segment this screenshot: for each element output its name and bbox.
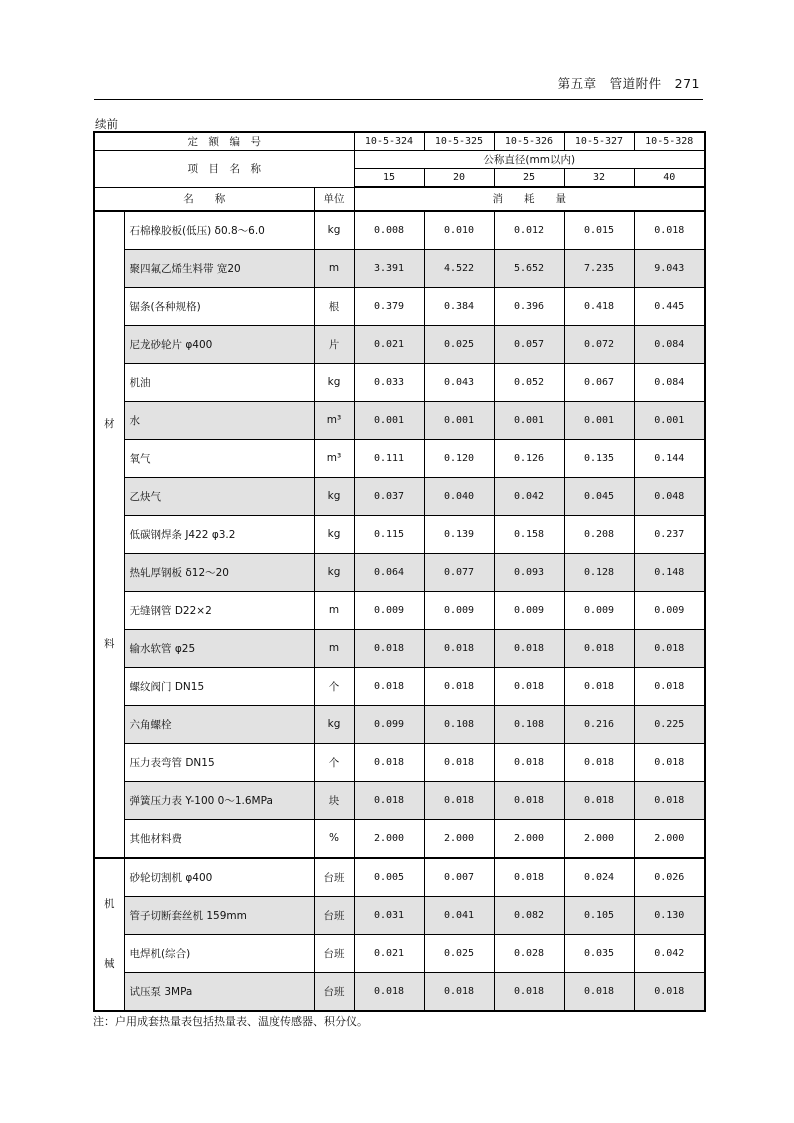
material-unit: 根	[314, 287, 354, 325]
material-value: 0.018	[634, 667, 705, 705]
material-value: 0.018	[494, 629, 564, 667]
material-value: 0.135	[564, 439, 634, 477]
diameter-cell: 25	[494, 169, 564, 188]
material-value: 0.084	[634, 363, 705, 401]
machinery-row	[94, 934, 705, 972]
material-value: 0.018	[424, 743, 494, 781]
material-value: 0.126	[494, 439, 564, 477]
material-category-label: 材	[104, 417, 115, 430]
material-value: 9.043	[634, 249, 705, 287]
item-name-row	[94, 151, 705, 169]
material-value: 0.084	[634, 325, 705, 363]
material-name: 低碳钢焊条 J422 φ3.2	[124, 515, 314, 553]
machinery-value: 0.018	[424, 972, 494, 1011]
machinery-unit: 台班	[314, 858, 354, 897]
material-value: 0.158	[494, 515, 564, 553]
material-value: 0.018	[424, 629, 494, 667]
material-value: 0.009	[424, 591, 494, 629]
material-value: 0.396	[494, 287, 564, 325]
material-unit: 个	[314, 743, 354, 781]
machinery-value: 0.028	[494, 934, 564, 972]
machinery-value: 0.035	[564, 934, 634, 972]
material-value: 0.225	[634, 705, 705, 743]
material-value: 0.001	[424, 401, 494, 439]
material-value: 0.018	[564, 781, 634, 819]
machinery-value: 0.005	[354, 858, 424, 897]
footnote: 注：户用成套热量表包括热量表、温度传感器、积分仪。	[93, 1015, 368, 1028]
machinery-category-label: 机	[104, 898, 115, 910]
material-value: 0.384	[424, 287, 494, 325]
unit-col-label: 单位	[314, 187, 354, 211]
material-name: 六角螺栓	[124, 705, 314, 743]
material-value: 0.025	[424, 325, 494, 363]
material-value: 0.048	[634, 477, 705, 515]
material-value: 0.018	[494, 781, 564, 819]
material-value: 0.012	[494, 211, 564, 250]
machinery-value: 0.025	[424, 934, 494, 972]
material-name: 乙炔气	[124, 477, 314, 515]
material-value: 0.018	[634, 211, 705, 250]
material-row	[94, 629, 705, 667]
material-unit: 片	[314, 325, 354, 363]
material-name: 无缝钢管 D22×2	[124, 591, 314, 629]
code-cell: 10-5-327	[564, 132, 634, 151]
material-unit: m³	[314, 439, 354, 477]
material-value: 0.045	[564, 477, 634, 515]
material-value: 0.015	[564, 211, 634, 250]
material-value: 0.077	[424, 553, 494, 591]
machinery-category-cell	[94, 858, 124, 1011]
diameter-label: 公称直径(mm以内)	[354, 151, 705, 169]
material-value: 0.099	[354, 705, 424, 743]
material-value: 0.018	[634, 629, 705, 667]
machinery-name: 管子切断套丝机 159mm	[124, 896, 314, 934]
material-name: 螺纹阀门 DN15	[124, 667, 314, 705]
material-value: 0.001	[494, 401, 564, 439]
material-name: 聚四氟乙烯生料带 宽20	[124, 249, 314, 287]
material-value: 0.010	[424, 211, 494, 250]
material-row	[94, 781, 705, 819]
material-value: 0.009	[634, 591, 705, 629]
material-unit: m	[314, 249, 354, 287]
machinery-value: 0.041	[424, 896, 494, 934]
diameter-cell: 20	[424, 169, 494, 188]
material-value: 2.000	[494, 819, 564, 858]
material-value: 0.001	[354, 401, 424, 439]
item-name-label: 项 目 名 称	[94, 151, 354, 188]
name-col-label: 名 称	[94, 187, 314, 211]
material-row	[94, 743, 705, 781]
material-name: 锯条(各种规格)	[124, 287, 314, 325]
machinery-value: 0.105	[564, 896, 634, 934]
material-row	[94, 591, 705, 629]
material-row	[94, 249, 705, 287]
machinery-value: 0.018	[494, 972, 564, 1011]
code-cell: 10-5-328	[634, 132, 705, 151]
material-value: 3.391	[354, 249, 424, 287]
material-unit: m	[314, 629, 354, 667]
material-value: 0.018	[634, 781, 705, 819]
quota-number-label: 定 额 编 号	[94, 132, 354, 151]
material-value: 0.009	[354, 591, 424, 629]
material-value: 0.008	[354, 211, 424, 250]
material-row	[94, 553, 705, 591]
consumption-label: 消 耗 量	[354, 187, 705, 211]
material-value: 0.111	[354, 439, 424, 477]
material-value: 0.033	[354, 363, 424, 401]
material-value: 0.144	[634, 439, 705, 477]
material-name: 弹簧压力表 Y-100 0～1.6MPa	[124, 781, 314, 819]
material-value: 2.000	[564, 819, 634, 858]
material-value: 0.018	[354, 629, 424, 667]
material-value: 0.093	[494, 553, 564, 591]
material-unit: kg	[314, 553, 354, 591]
material-name: 尼龙砂轮片 φ400	[124, 325, 314, 363]
material-value: 0.018	[634, 743, 705, 781]
material-value: 5.652	[494, 249, 564, 287]
code-cell: 10-5-324	[354, 132, 424, 151]
material-value: 0.108	[424, 705, 494, 743]
machinery-name: 砂轮切割机 φ400	[124, 858, 314, 897]
material-unit: 块	[314, 781, 354, 819]
header-rule	[94, 99, 703, 100]
material-row	[94, 515, 705, 553]
material-unit: kg	[314, 211, 354, 250]
diameter-cell: 15	[354, 169, 424, 188]
material-name: 压力表弯管 DN15	[124, 743, 314, 781]
machinery-value: 0.082	[494, 896, 564, 934]
material-row	[94, 401, 705, 439]
material-value: 0.009	[564, 591, 634, 629]
material-name: 热轧厚钢板 δ12～20	[124, 553, 314, 591]
material-value: 0.042	[494, 477, 564, 515]
material-unit: kg	[314, 363, 354, 401]
material-value: 0.237	[634, 515, 705, 553]
material-value: 2.000	[354, 819, 424, 858]
material-value: 0.216	[564, 705, 634, 743]
machinery-value: 0.130	[634, 896, 705, 934]
quota-table	[93, 131, 706, 1012]
machinery-value: 0.018	[494, 858, 564, 897]
material-row	[94, 287, 705, 325]
material-value: 0.418	[564, 287, 634, 325]
diameter-cell: 40	[634, 169, 705, 188]
material-value: 0.021	[354, 325, 424, 363]
material-unit: kg	[314, 705, 354, 743]
material-value: 0.018	[564, 743, 634, 781]
machinery-value: 0.031	[354, 896, 424, 934]
material-value: 0.072	[564, 325, 634, 363]
machinery-unit: 台班	[314, 896, 354, 934]
material-value: 0.001	[564, 401, 634, 439]
quota-number-row	[94, 132, 705, 151]
material-row	[94, 705, 705, 743]
machinery-row	[94, 858, 705, 897]
material-value: 0.208	[564, 515, 634, 553]
code-cell: 10-5-326	[494, 132, 564, 151]
material-name: 输水软管 φ25	[124, 629, 314, 667]
material-row	[94, 667, 705, 705]
machinery-name: 试压泵 3MPa	[124, 972, 314, 1011]
material-name: 石棉橡胶板(低压) δ0.8～6.0	[124, 211, 314, 250]
material-row	[94, 325, 705, 363]
material-value: 0.018	[494, 743, 564, 781]
material-unit: m	[314, 591, 354, 629]
page-header: 第五章 管道附件 271	[557, 76, 700, 91]
machinery-value: 0.042	[634, 934, 705, 972]
material-value: 0.018	[354, 667, 424, 705]
machinery-unit: 台班	[314, 972, 354, 1011]
machinery-value: 0.007	[424, 858, 494, 897]
material-value: 4.522	[424, 249, 494, 287]
material-value: 0.115	[354, 515, 424, 553]
material-value: 0.120	[424, 439, 494, 477]
material-category-cell	[94, 211, 124, 858]
material-category-label: 料	[104, 638, 115, 650]
material-value: 0.018	[564, 629, 634, 667]
material-unit: 个	[314, 667, 354, 705]
material-value: 0.018	[564, 667, 634, 705]
material-name: 其他材料费	[124, 819, 314, 858]
machinery-value: 0.018	[354, 972, 424, 1011]
machinery-value: 0.021	[354, 934, 424, 972]
material-value: 0.018	[424, 781, 494, 819]
code-cell: 10-5-325	[424, 132, 494, 151]
machinery-row	[94, 972, 705, 1011]
material-unit: kg	[314, 477, 354, 515]
machinery-value: 0.026	[634, 858, 705, 897]
material-value: 0.064	[354, 553, 424, 591]
material-value: 0.445	[634, 287, 705, 325]
material-value: 0.018	[494, 667, 564, 705]
machinery-value: 0.018	[564, 972, 634, 1011]
material-unit: %	[314, 819, 354, 858]
material-row	[94, 211, 705, 250]
machinery-unit: 台班	[314, 934, 354, 972]
material-row	[94, 363, 705, 401]
material-value: 0.057	[494, 325, 564, 363]
machinery-row	[94, 896, 705, 934]
material-value: 0.043	[424, 363, 494, 401]
machinery-value: 0.024	[564, 858, 634, 897]
machinery-category-label: 械	[104, 957, 115, 970]
material-value: 0.052	[494, 363, 564, 401]
material-value: 2.000	[424, 819, 494, 858]
column-header-row	[94, 187, 705, 211]
diameter-cell: 32	[564, 169, 634, 188]
material-value: 0.128	[564, 553, 634, 591]
continued-label: 续前	[95, 117, 118, 131]
material-name: 水	[124, 401, 314, 439]
material-row	[94, 819, 705, 858]
material-value: 0.139	[424, 515, 494, 553]
material-name: 机油	[124, 363, 314, 401]
material-value: 0.108	[494, 705, 564, 743]
material-value: 0.067	[564, 363, 634, 401]
material-value: 0.148	[634, 553, 705, 591]
material-unit: kg	[314, 515, 354, 553]
material-row	[94, 439, 705, 477]
machinery-value: 0.018	[634, 972, 705, 1011]
material-value: 0.001	[634, 401, 705, 439]
material-value: 0.018	[354, 743, 424, 781]
material-value: 0.018	[424, 667, 494, 705]
machinery-name: 电焊机(综合)	[124, 934, 314, 972]
material-value: 0.018	[354, 781, 424, 819]
material-value: 0.040	[424, 477, 494, 515]
material-value: 7.235	[564, 249, 634, 287]
material-value: 2.000	[634, 819, 705, 858]
material-name: 氧气	[124, 439, 314, 477]
material-value: 0.009	[494, 591, 564, 629]
material-value: 0.037	[354, 477, 424, 515]
material-row	[94, 477, 705, 515]
material-value: 0.379	[354, 287, 424, 325]
material-unit: m³	[314, 401, 354, 439]
